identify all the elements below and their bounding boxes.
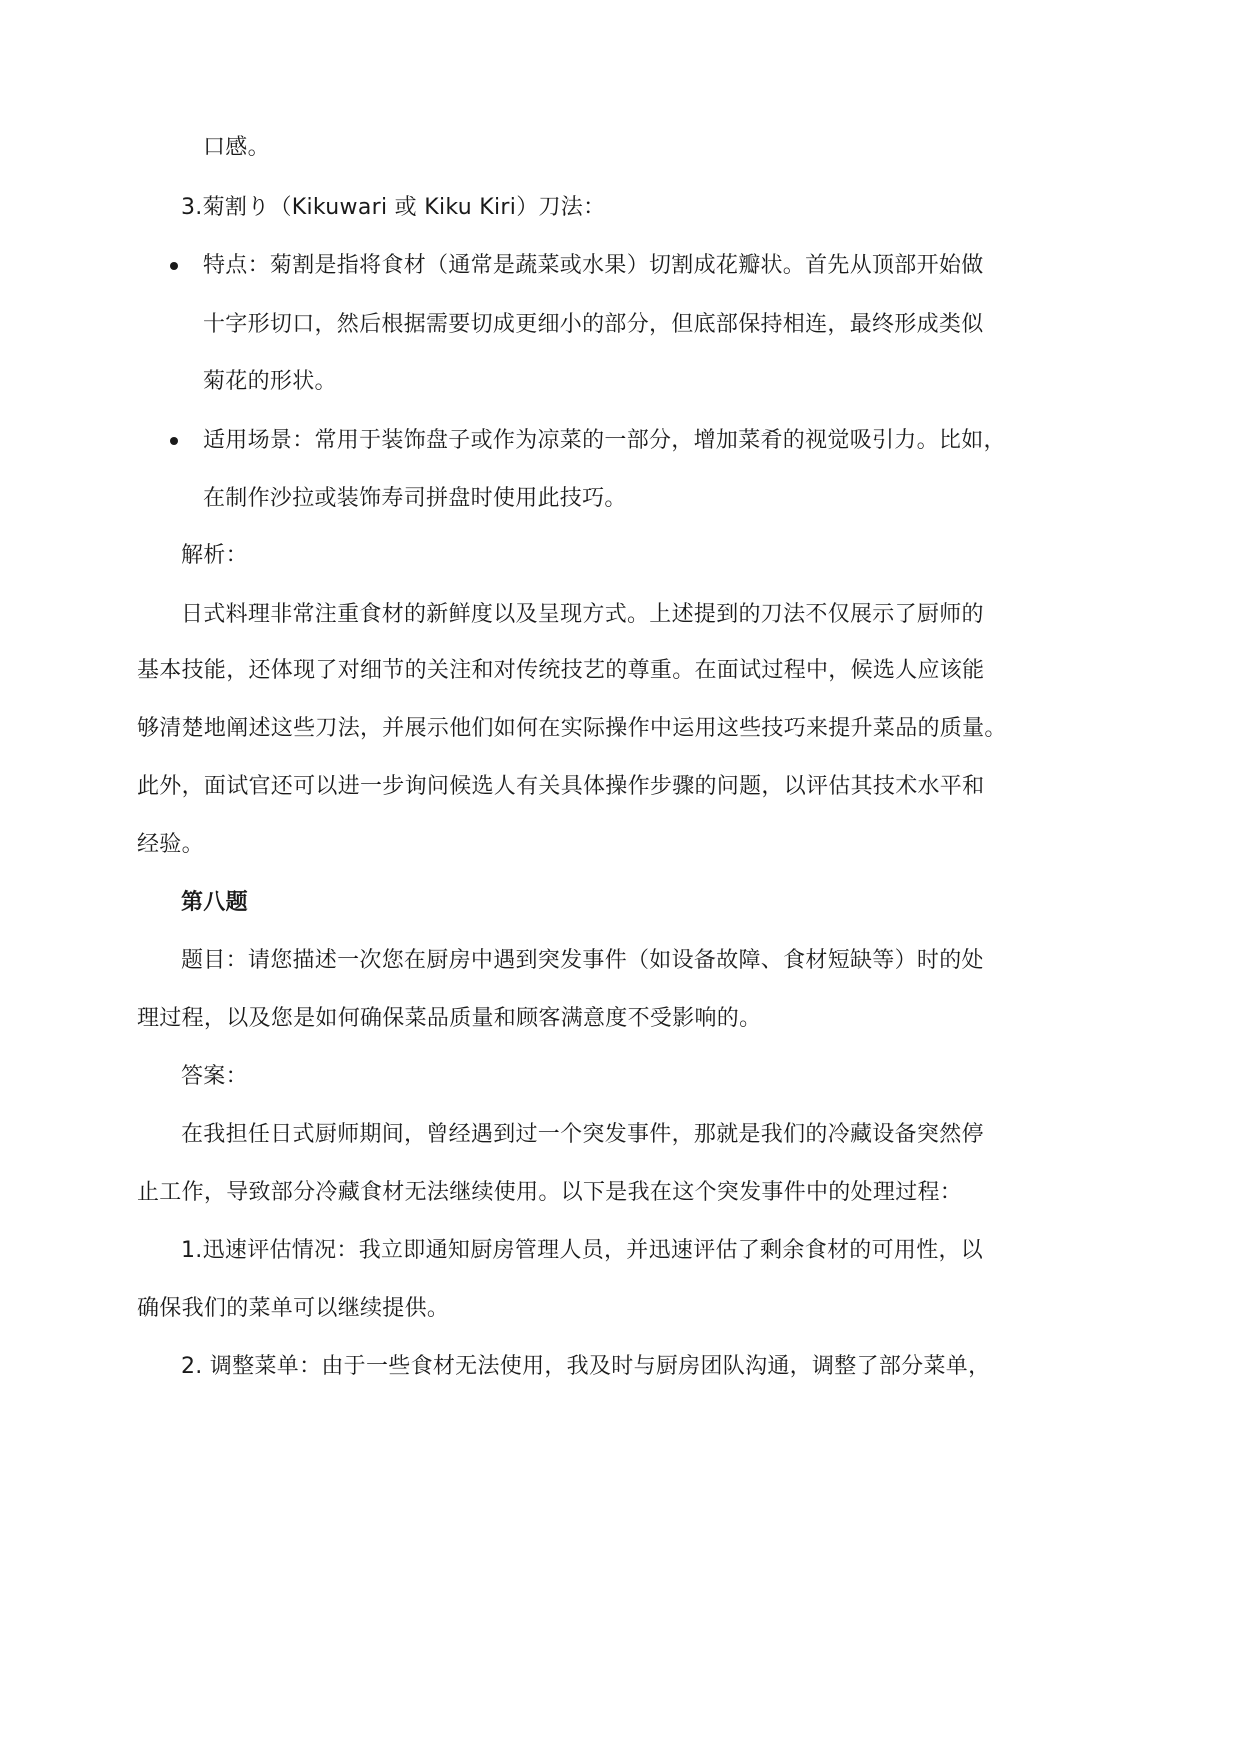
answer-paragraph: 止工作，导致部分冷藏食材无法继续使用。以下是我在这个突发事件中的处理过程： [137,1180,963,1205]
paragraph-line: 够清楚地阐述这些刀法，并展示他们如何在实际操作中运用这些技巧来提升菜品的质量。 [137,716,1007,741]
answer-step-1: 1.迅速评估情况：我立即通知厨房管理人员，并迅速评估了剩余食材的可用性，以 [181,1238,984,1263]
paragraph-line: 基本技能，还体现了对细节的关注和对传统技艺的尊重。在面试过程中，候选人应该能 [137,658,985,683]
answer-step-1: 确保我们的菜单可以继续提供。 [137,1296,450,1321]
bullet-icon [170,262,178,270]
question-text: 题目：请您描述一次您在厨房中遇到突发事件（如设备故障、食材短缺等）时的处 [181,948,984,973]
text-line: 十字形切口，然后根据需要切成更细小的部分，但底部保持相连，最终形成类似 [203,312,984,337]
bullet-item-scenario: 适用场景：常用于装饰盘子或作为凉菜的一部分，增加菜肴的视觉吸引力。比如， [203,428,1006,453]
answer-paragraph: 在我担任日式厨师期间，曾经遇到过一个突发事件，那就是我们的冷藏设备突然停 [181,1122,984,1147]
bullet-item-features: 特点：菊割是指将食材（通常是蔬菜或水果）切割成花瓣状。首先从顶部开始做 [203,253,984,278]
text-line: 菊花的形状。 [203,369,337,394]
question-text: 理过程，以及您是如何确保菜品质量和顾客满意度不受影响的。 [137,1006,762,1031]
paragraph-line: 此外，面试官还可以进一步询问候选人有关具体操作步骤的问题，以评估其技术水平和 [137,774,985,799]
paragraph-line: 经验。 [137,832,204,857]
text-line: 在制作沙拉或装饰寿司拼盘时使用此技巧。 [203,486,627,511]
text-line: 口感。 [203,135,270,160]
answer-label: 答案： [181,1064,248,1089]
question-heading: 第八题 [181,890,248,915]
bullet-icon [170,437,178,445]
paragraph-line: 日式料理非常注重食材的新鲜度以及呈现方式。上述提到的刀法不仅展示了厨师的 [181,602,984,627]
analysis-label: 解析： [181,543,248,568]
section-heading-kikuwari: 3.菊割り（Kikuwari 或 Kiku Kiri）刀法： [181,195,606,220]
answer-step-2: 2. 调整菜单：由于一些食材无法使用，我及时与厨房团队沟通，调整了部分菜单， [181,1354,991,1379]
